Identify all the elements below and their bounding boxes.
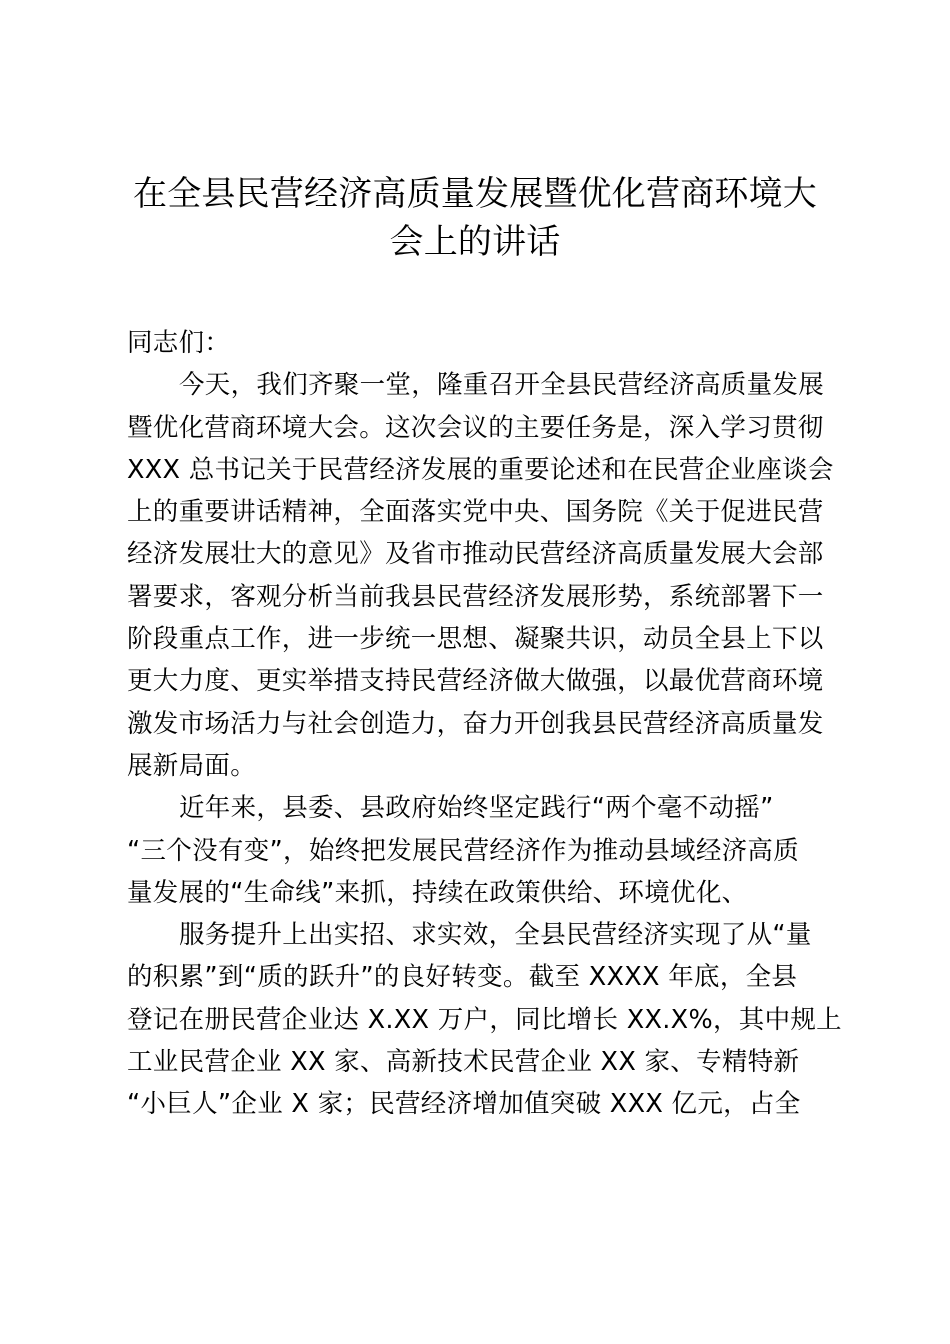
paragraph-line: 经济发展壮大的意见》及省市推动民营经济高质量发展大会部	[127, 539, 824, 570]
paragraph-line: “三个没有变”，始终把发展民营经济作为推动县域经济高质	[127, 835, 800, 866]
paragraph-line: 登记在册民营企业达 X.XX 万户，同比增长 XX.X%，其中规上	[127, 1004, 842, 1035]
paragraph-3	[127, 914, 842, 1125]
salutation: 同志们：	[127, 328, 231, 358]
title-line: 会上的讲话	[389, 222, 561, 262]
paragraph-2	[127, 787, 837, 914]
paragraph-1	[127, 364, 837, 787]
paragraph-line: 上的重要讲话精神，全面落实党中央、国务院《关于促进民营	[127, 497, 824, 528]
title-line: 在全县民营经济高质量发展暨优化营商环境大	[133, 174, 817, 214]
paragraph-line: 工业民营企业 XX 家、高新技术民营企业 XX 家、专精特新	[127, 1047, 800, 1078]
paragraph-line: “小巨人”企业 X 家；民营经济增加值突破 XXX 亿元，占全	[127, 1089, 801, 1120]
document-body	[127, 322, 842, 1126]
paragraph-line: 激发市场活力与社会创造力，奋力开创我县民营经济高质量发	[127, 708, 824, 739]
paragraph-line: 的积累”到“质的跃升”的良好转变。截至 XXXX 年底，全县	[127, 962, 798, 993]
document-title	[110, 170, 840, 266]
paragraph-line: 阶段重点工作，进一步统一思想、凝聚共识，动员全县上下以	[127, 624, 824, 655]
paragraph-line: 今天，我们齐聚一堂，隆重召开全县民营经济高质量发展	[179, 370, 825, 401]
paragraph-line: 展新局面。	[127, 750, 257, 781]
paragraph-line: 署要求，客观分析当前我县民营经济发展形势，系统部署下一	[127, 581, 824, 612]
paragraph-line: 服务提升上出实招、求实效，全县民营经济实现了从“量	[179, 920, 812, 951]
paragraph-line: XXX 总书记关于民营经济发展的重要论述和在民营企业座谈会	[127, 454, 834, 485]
paragraph-line: 量发展的“生命线”来抓，持续在政策供给、环境优化、	[127, 877, 748, 908]
paragraph-line: 更大力度、更实举措支持民营经济做大做强，以最优营商环境	[127, 666, 824, 697]
paragraph-line: 近年来，县委、县政府始终坚定践行“两个毫不动摇”	[179, 793, 774, 824]
paragraph-line: 暨优化营商环境大会。这次会议的主要任务是，深入学习贯彻	[127, 412, 824, 443]
